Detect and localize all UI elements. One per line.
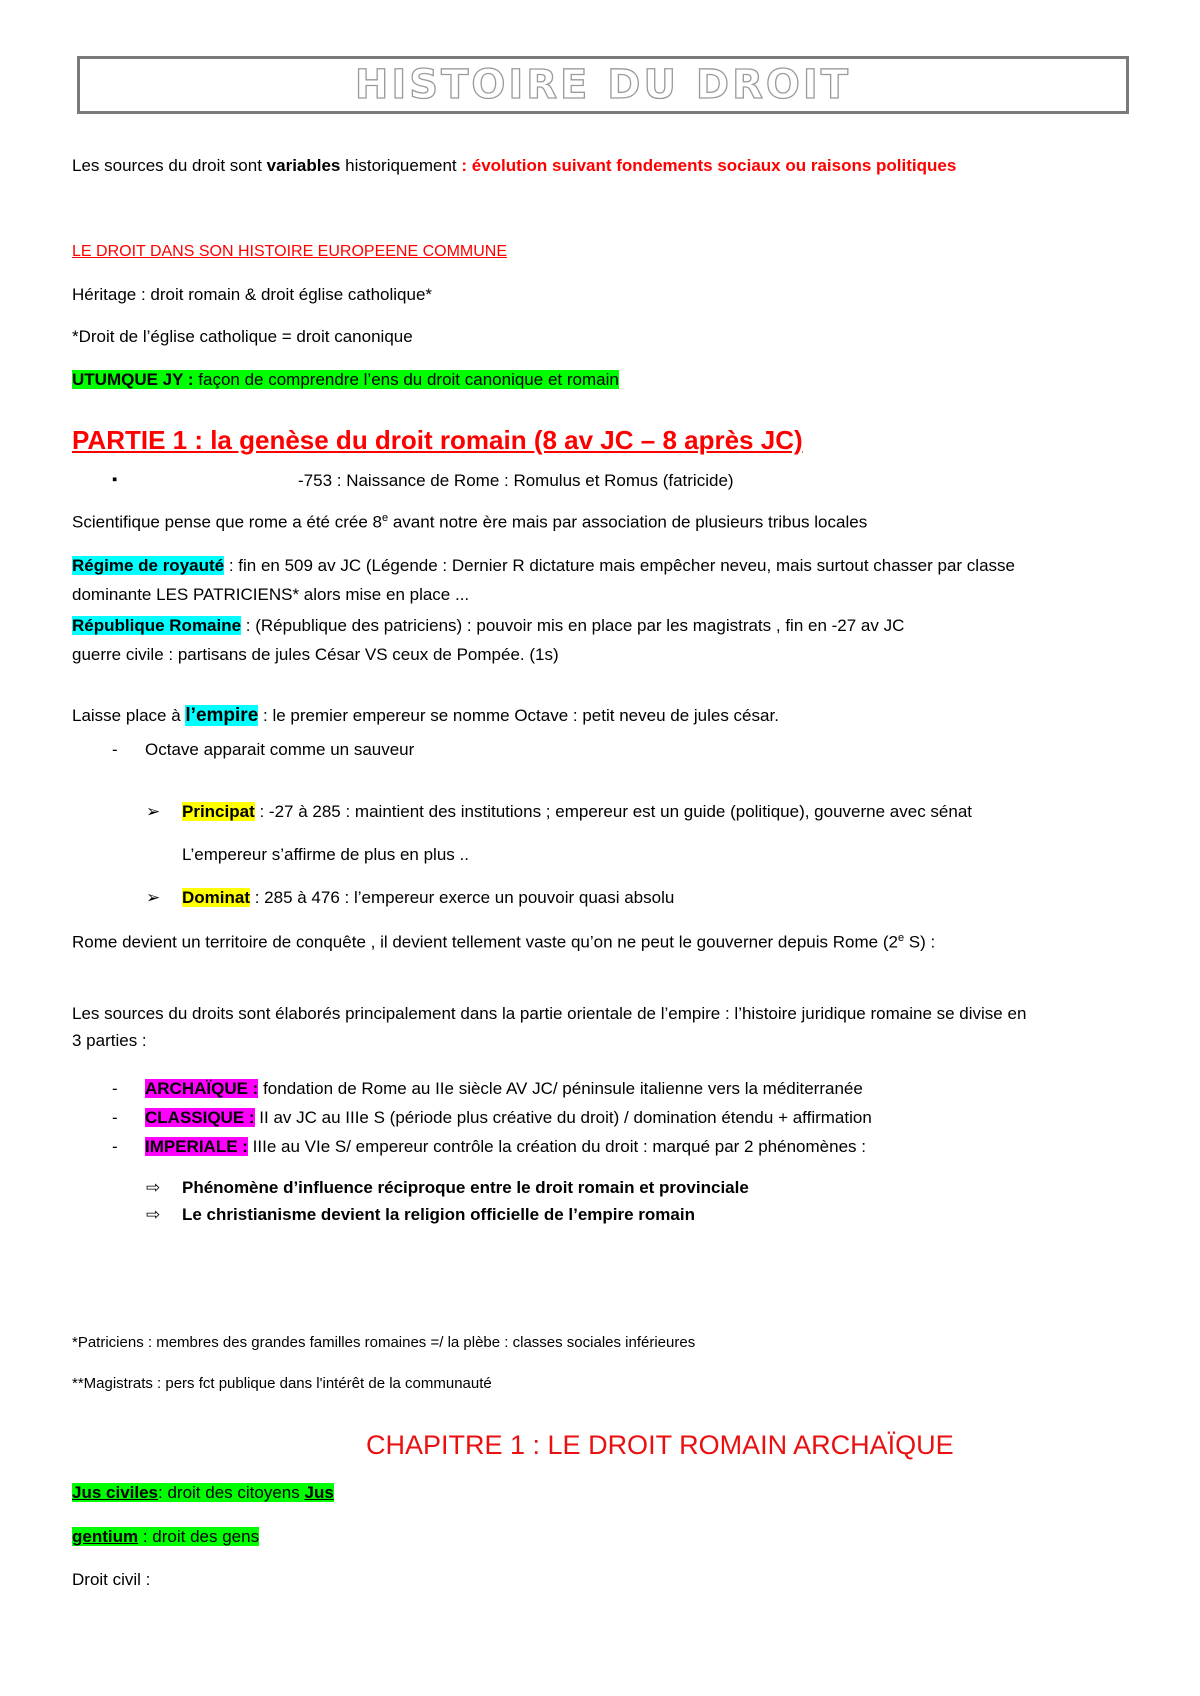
sources-line-1: Les sources du droits sont élaborés principalement dans la partie orientale de l’empire : l’histoire juridique romaine se divise en [72,1004,1027,1023]
utumque-line [72,370,619,390]
octave-line: Octave apparait comme un sauveur [145,740,415,759]
scientifique-text-a: Scientifique pense que rome a été crée 8 [72,512,382,532]
royaute-line-1 [72,556,1015,576]
classique-line [145,1108,872,1128]
jus-civiles-text: : droit des citoyens [158,1483,305,1502]
dominat-label: Dominat [182,888,250,907]
intro-line [72,156,956,176]
document-title: HISTOIRE DU DROIT [354,62,852,108]
jus-civiles-label: Jus civiles [72,1483,159,1502]
intro-text-red: : évolution suivant fondements sociaux ou raisons politiques [461,156,957,175]
rome-text-a: Rome devient un territoire de conquête , il devient tellement vaste qu’on ne peut le gouverner depuis Rome (2 [72,932,898,952]
sources-line-2: 3 parties : [72,1031,147,1050]
bullet-marker: ▪ [112,471,118,488]
partie-1-heading: PARTIE 1 : la genèse du droit romain (8 av JC – 8 après JC) [72,425,803,455]
gentium-text: : droit des gens [138,1527,260,1546]
intro-text-3: historiquement [340,156,462,175]
imperiale-text: IIIe au VIe S/ empereur contrôle la création du droit : marqué par 2 phénomènes : [247,1137,866,1156]
royaute-line-2: dominante LES PATRICIENS* alors mise en place ... [72,585,470,604]
phenomene-2: Le christianisme devient la religion officielle de l’empire romain [182,1205,695,1224]
arrow-icon: ➢ [146,802,161,822]
phenomene-1: Phénomène d’influence réciproque entre le droit romain et provinciale [182,1178,749,1197]
chapitre-1-heading: CHAPITRE 1 : LE DROIT ROMAIN ARCHAÏQUE [366,1430,954,1460]
principat-text: : -27 à 285 : maintient des institutions ; empereur est un guide (politique), gouverne avec sénat [254,802,973,821]
empire-post: : le premier empereur se nomme Octave : petit neveu de jules césar. [258,706,779,725]
classique-label: CLASSIQUE : [145,1108,255,1127]
dash-archaique: - [112,1079,118,1098]
republique-text: : (République des patriciens) : pouvoir mis en place par les magistrats , fin en -27 av JC [241,616,905,635]
title-box [77,56,1129,114]
scientifique-line [72,512,867,533]
royaute-text: : fin en 509 av JC (Légende : Dernier R dictature mais empêcher neveu, mais surtout chasser par classe [224,556,1015,575]
principat-line-2: L’empereur s’affirme de plus en plus .. [182,845,469,864]
arrow-right-icon: ⇨ [146,1178,161,1198]
scientifique-sup: e [381,512,389,524]
droit-civil-line: Droit civil : [72,1570,151,1589]
rome-conquete-line [72,932,935,953]
principat-label: Principat [182,802,255,821]
republique-label: République Romaine [72,616,242,635]
empire-pre: Laisse place à [72,706,186,725]
jus-civiles-line [72,1483,334,1503]
intro-text-variables: variables [266,156,341,175]
jus-label: Jus [304,1483,334,1502]
naissance-rome-line: -753 : Naissance de Rome : Romulus et Romus (fatricide) [298,471,734,490]
archaique-text: fondation de Rome au IIe siècle AV JC/ péninsule italienne vers la méditerranée [258,1079,863,1098]
section-heading: LE DROIT DANS SON HISTOIRE EUROPEENE COMMUNE [72,243,508,260]
dominat-text: : 285 à 476 : l’empereur exerce un pouvoir quasi absolu [250,888,675,907]
archaique-line [145,1079,863,1099]
heritage-line: Héritage : droit romain & droit église catholique* [72,285,433,304]
gentium-line [72,1527,259,1547]
octave-dash: - [112,740,118,759]
rome-sup: e [897,932,905,944]
classique-text: II av JC au IIIe S (période plus créative du droit) / domination étendu + affirmation [254,1108,872,1127]
intro-text-1: Les sources du droit sont [72,156,267,175]
imperiale-line [145,1137,866,1157]
arrow-icon: ➢ [146,888,161,908]
rome-text-b: S) : [904,932,936,952]
footnote-magistrats: **Magistrats : pers fct publique dans l'intérêt de la communauté [72,1375,492,1392]
archaique-label: ARCHAÏQUE : [145,1079,259,1098]
empire-label: l’empire [185,705,259,726]
dash-classique: - [112,1108,118,1127]
gentium-label: gentium [72,1527,139,1546]
empire-line [72,705,779,727]
republique-line-2: guerre civile : partisans de jules César VS ceux de Pompée. (1s) [72,645,559,664]
dominat-line [182,888,674,908]
footnote-patriciens: *Patriciens : membres des grandes familles romaines =/ la plèbe : classes sociales inférieures [72,1334,696,1351]
utumque-label: UTUMQUE JY : [72,370,194,389]
imperiale-label: IMPERIALE : [145,1137,248,1156]
utumque-text: façon de comprendre l’ens du droit canonique et romain [193,370,619,389]
arrow-right-icon: ⇨ [146,1205,161,1225]
scientifique-text-b: avant notre ère mais par association de plusieurs tribus locales [388,512,868,532]
canonique-note: *Droit de l’église catholique = droit canonique [72,327,413,346]
principat-line [182,802,972,822]
republique-line-1 [72,616,904,636]
dash-imperiale: - [112,1137,118,1156]
royaute-label: Régime de royauté [72,556,225,575]
